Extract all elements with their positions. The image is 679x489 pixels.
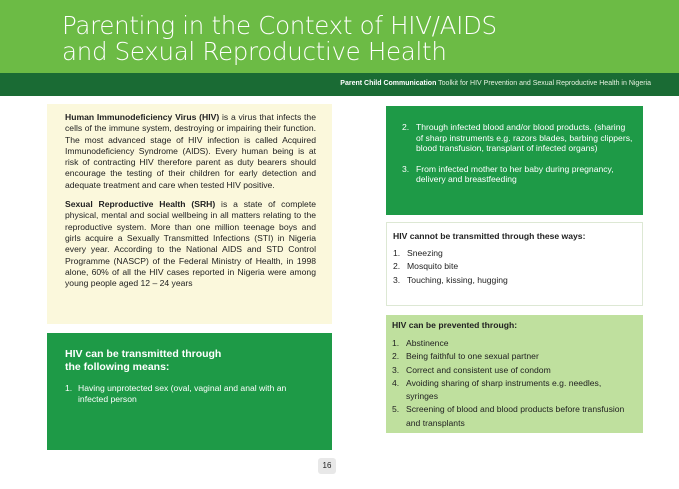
list-item [393,274,632,287]
list-text: Sneezing [407,248,443,258]
prevention-heading: HIV can be prevented through: [392,320,518,330]
transmission-box [47,333,332,450]
definitions-box [47,104,332,324]
list-text: Avoiding sharing of sharp instruments e.g. needles, syringes [406,377,602,402]
list-text: Mosquito bite [407,261,459,272]
list-number: 2. [402,122,410,132]
list-text: Touching, kissing, hugging [407,274,508,285]
list-number: 1. [392,338,400,348]
transmission-heading [65,348,316,374]
list-text: Abstinence [406,338,449,348]
srh-definition-text: is a state of complete physical, mental and social wellbeing in all matters relating to the reproductive system. More than one million teenage boys and girls acquire a Sexually Transmitted Infections (STI) in Nigeria every year. According to the National AIDS and STD Control Programme (NASCP) of the Federal Ministry of Health, in 1998 alone, 60% of all the HIV cases reported in Nigeria were among young people aged 12 – 24 years [65,199,317,289]
list-text: Having unprotected sex (oval, vaginal and anal with an infected person [78,383,287,404]
list-number: 2. [392,351,400,362]
list-text: Correct and consistent use of condom [406,364,551,375]
list-item [393,247,632,260]
subtitle-bar [0,73,679,96]
list-text: Screening of blood and blood products before transfusion and transplants [406,404,625,428]
srh-term: Sexual Reproductive Health (SRH) [65,199,216,210]
list-item [402,122,633,154]
list-text: Through infected blood and/or blood products. (sharing of sharp instruments e.g. razors blades, barbing clippers, blood transfusion, transplant of infected organs) [416,122,633,153]
list-item [393,260,632,273]
list-number: 3. [392,364,400,375]
list-item [392,403,633,430]
list-item [392,350,633,363]
page-title [62,13,497,65]
prevention-box [386,315,643,433]
hiv-definition-text: is a virus that infects the cells of the immune system, destroying or impairing their function. The most advanced stage of HIV infection is called Acquired Immunodeficiency Syndrome (AIDS). Every human being is at risk of contracting HIV therefore parent as duty bearers should encourage the testing of their children for early detection and adequate treatment and care when tested HIV positive. [65,112,316,190]
list-text: Being faithful to one sexual partner [406,351,539,362]
page-title-line-2: and Sexual Reproductive Health [62,37,447,66]
list-number: 1. [65,383,73,393]
hiv-term: Human Immunodeficiency Virus (HIV) [65,112,220,122]
header-band [0,0,679,73]
srh-definition [65,199,316,289]
transmission-heading-line-2: the following means: [65,361,170,373]
list-item [392,337,633,350]
toolkit-caption-bold: Parent Child Communication [340,80,437,87]
transmission-heading-line-1: HIV can be transmitted through [65,348,222,360]
list-item [402,164,633,185]
toolkit-caption [340,80,651,87]
list-item [392,377,633,404]
list-number: 2. [393,261,401,272]
cannot-transmit-box [386,222,643,306]
list-item [392,364,633,377]
page-number: 16 [318,458,336,474]
list-number: 3. [393,274,401,285]
toolkit-caption-rest: Toolkit for HIV Prevention and Sexual Reproductive Health in Nigeria [436,80,651,87]
list-number: 3. [402,163,410,174]
list-item [65,383,316,405]
list-number: 5. [392,404,400,415]
cannot-transmit-heading: HIV cannot be transmitted through these ways: [393,231,586,241]
list-number: 4. [392,377,400,388]
hiv-definition [65,112,316,191]
transmission-continued-box [386,106,643,215]
list-text: From infected mother to her baby during pregnancy, delivery and breastfeeding [416,163,614,184]
list-number: 1. [393,248,401,258]
page-title-line-1: Parenting in the Context of HIV/AIDS [62,11,497,40]
